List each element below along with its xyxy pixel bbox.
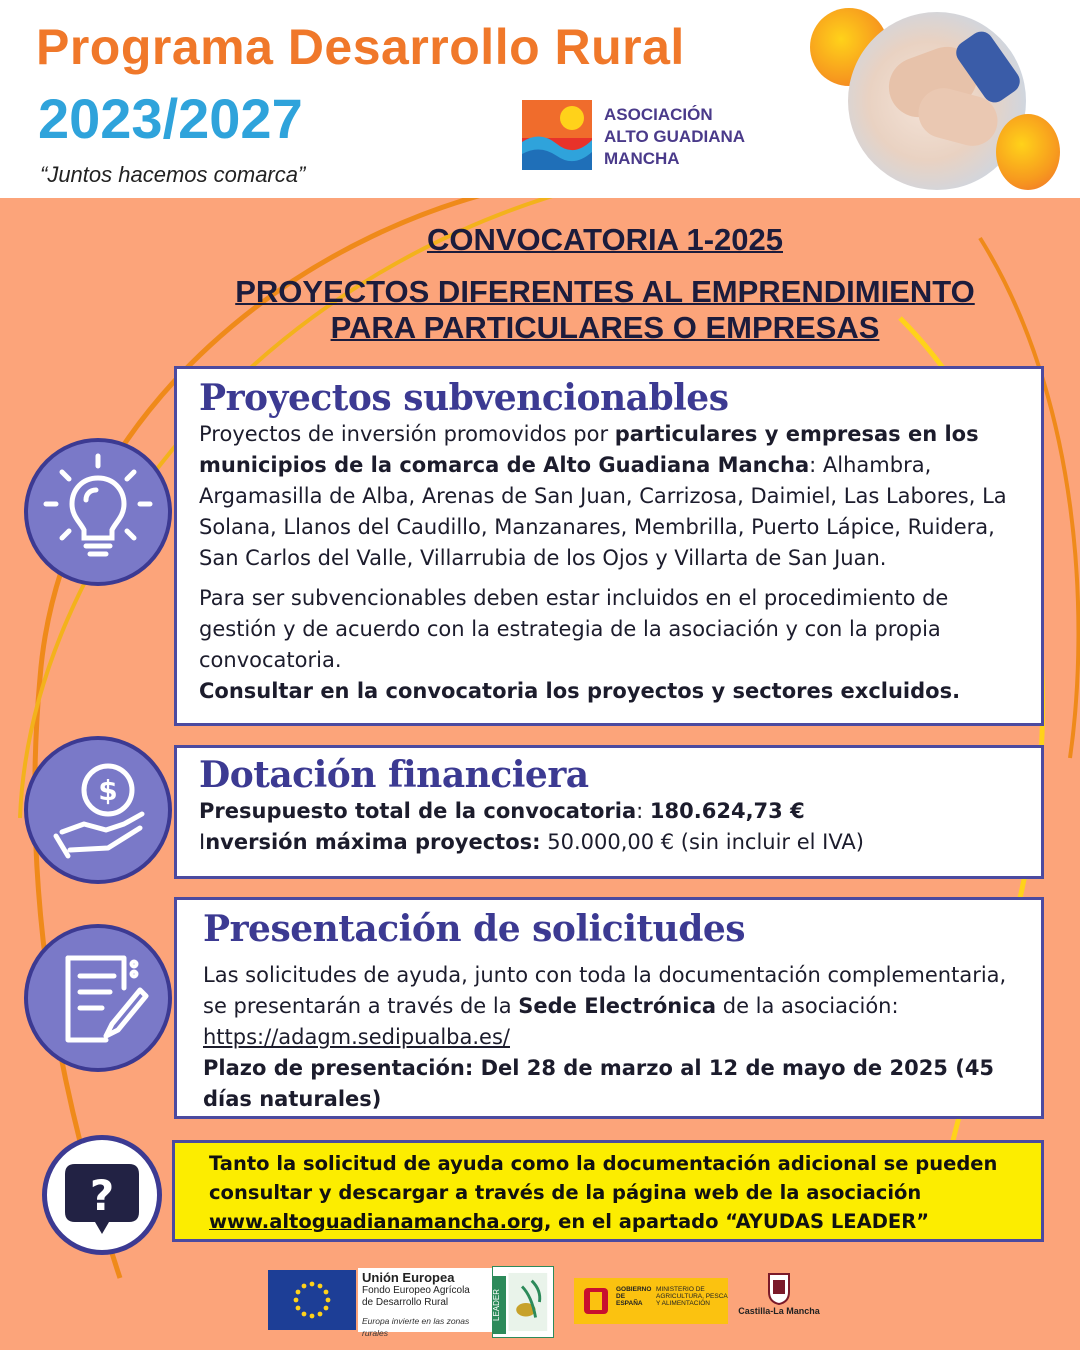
announcement-subtitle [150, 274, 1060, 346]
document-pen-icon [24, 924, 172, 1072]
funding-budget: Presupuesto total de la convocatoria: 180.624,73 € [199, 799, 805, 823]
funding-heading: Dotación financiera [199, 754, 589, 796]
projects-description: Proyectos de inversión promovidos por particulares y empresas en los municipios de la comarca de Alto Guadiana Mancha: Alhambra, Argamasilla de Alba, Arenas de San Juan, Carrizosa, Daimiel, Las Labores, La Solana, Llanos del Caudillo, Manzanares, Membrilla, Puerto Lápice, Ruidera, San Carlos del Valle, Villarrubia de los Ojos y Villarta de San Juan. [199, 422, 1007, 570]
association-line-2: ALTO GUADIANA [604, 127, 746, 146]
association-name [604, 104, 745, 170]
spain-shield-icon [580, 1284, 612, 1318]
submission-heading: Presentación de solicitudes [203, 908, 746, 950]
projects-eligibility: Para ser subvencionables deben estar incluidos en el procedimiento de gestión y de acuerdo con la estrategia de la asociación y con la propia convocatoria. [199, 586, 949, 672]
sede-electronica-link[interactable]: https://adagm.sedipualba.es/ [203, 1025, 510, 1049]
decorative-orb [996, 114, 1060, 190]
header [0, 0, 1080, 198]
clm-label: Castilla-La Mancha [738, 1306, 820, 1316]
submission-description: Las solicitudes de ayuda, junto con toda la documentación complementaria, se presentarán a través de la Sede Electrónica de la asociación: https://adagm.sedipualba.es/ [203, 963, 1007, 1049]
slogan: “Juntos hacemos comarca” [40, 162, 306, 187]
submission-deadline: Plazo de presentación: Del 28 de marzo al 12 de mayo de 2025 (45 días naturales) [203, 1056, 995, 1111]
submission-section [174, 897, 1044, 1119]
svg-text:$: $ [98, 774, 118, 807]
association-line-1: ASOCIACIÓN [604, 105, 713, 124]
subtitle-line-2: PARA PARTICULARES O EMPRESAS [330, 310, 880, 345]
association-line-3: MANCHA [604, 149, 680, 168]
footer-logos [0, 1262, 1080, 1350]
leader-label: LEADER [492, 1276, 506, 1334]
program-title: Programa Desarrollo Rural [36, 19, 685, 75]
projects-heading: Proyectos subvencionables [199, 377, 729, 419]
projects-excluded-note: Consultar en la convocatoria los proyectos y sectores excluidos. [199, 679, 961, 703]
notice-box [172, 1140, 1044, 1242]
question-chat-icon [42, 1135, 162, 1255]
subtitle-line-1: PROYECTOS DIFERENTES AL EMPRENDIMIENTO [235, 274, 975, 309]
ministry-label: MINISTERIO DE AGRICULTURA, PESCA Y ALIMENTACIÓN [656, 1286, 728, 1307]
notice-text: Tanto la solicitud de ayuda como la documentación adicional se pueden consultar y descargar a través de la página web de la asociación www.altoguadianamancha.org, en el apartado “AYUDAS LEADER” [209, 1152, 998, 1233]
government-label: GOBIERNO DE ESPAÑA [616, 1286, 652, 1307]
eu-flag-icon [268, 1270, 356, 1330]
association-logo-icon [522, 100, 592, 170]
clm-shield-icon [766, 1270, 792, 1306]
money-hand-icon [24, 736, 172, 884]
funding-max-investment: Inversión máxima proyectos: 50.000,00 € (sin incluir el IVA) [199, 830, 864, 854]
eu-fund-text: Unión Europea Fondo Europeo Agrícola de Desarrollo Rural Europa invierte en las zonas rurales [358, 1268, 498, 1332]
announcement-title: CONVOCATORIA 1-2025 [426, 222, 783, 257]
svg-text:?: ? [89, 1171, 115, 1220]
funding-section [174, 745, 1044, 879]
program-years: 2023/2027 [38, 87, 303, 150]
association-website-link[interactable]: www.altoguadianamancha.org [209, 1210, 544, 1233]
lightbulb-icon [24, 438, 172, 586]
projects-section [174, 366, 1044, 726]
